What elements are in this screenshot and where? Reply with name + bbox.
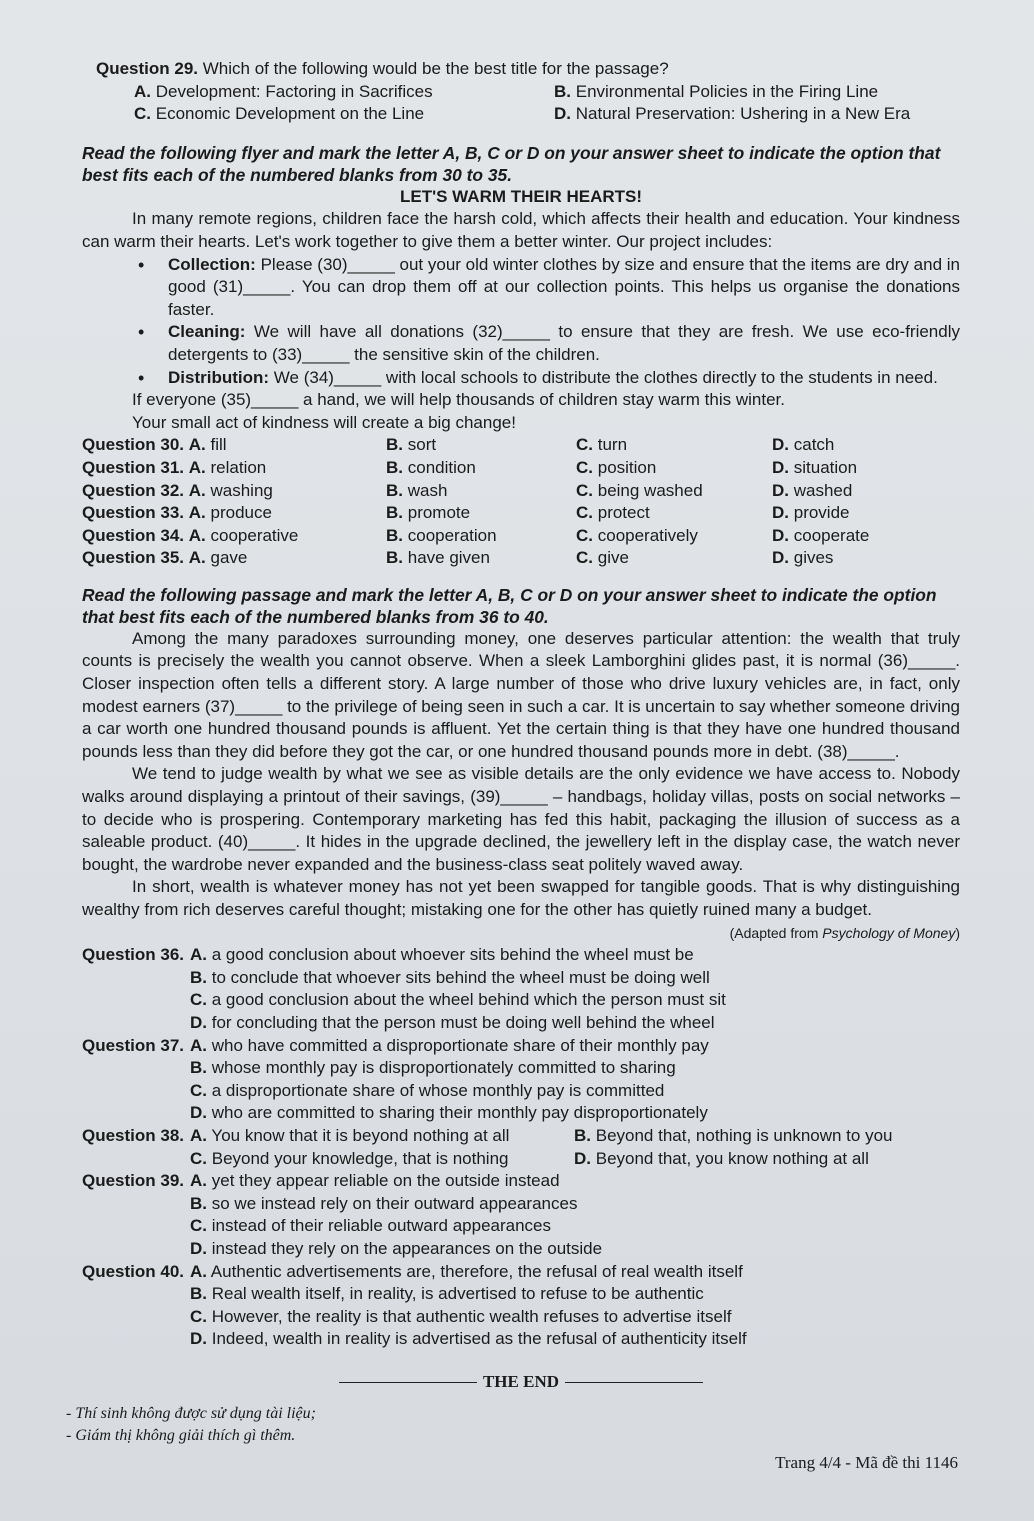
question-36: Question 36. A. a good conclusion about whoever sits behind the wheel must be B. to conclude that whoever sits behind the wheel must be doing well C. a good conclusion about the wheel behind which the person must sit D. for concluding that the person must be doing well behind the wheel (82, 945, 726, 1032)
question-37: Question 37. A. who have committed a disproportionate share of their monthly pay B. whose monthly pay is disproportionately committed to sharing C. a disproportionate share of whose monthly pay is committed D. who are committed to sharing their monthly pay disproportionately (82, 1035, 709, 1123)
end-rule-left (339, 1382, 477, 1383)
question-29 (96, 58, 960, 126)
passage-source: (Adapted from Psychology of Money) (729, 924, 960, 941)
passage-instruction: Read the following passage and mark the letter A, B, C or D on your answer sheet to indicate the option that best fits each of the numbered blanks from 36 to 40. (82, 584, 937, 627)
passage-paragraph-1: Among the many paradoxes surrounding money, one deserves particular attention: the wealth that truly counts is precisely the wealth you cannot observe. When a sleek Lamborghini glides past, it is normal (36)_____. Closer inspection often tells a different story. A large number of those who drive luxury vehicles are, in fact, only modest earners (37)_____ to the privilege of being seen in such a car. It is uncertain to say whether someone driving a car worth one hundred thousand pounds is affluent. Yet the certain thing is that they have one hundred thousand pounds less than they did before they got the car, or one hundred thousand pounds more in debt. (38)_____. (82, 628, 960, 761)
q29-option-b: B. Environmental Policies in the Firing Line (554, 81, 879, 101)
q29-stem: Which of the following would be the best title for the passage? (202, 59, 669, 78)
the-end-marker: THE END (82, 1371, 960, 1394)
options-row-35: Question 35. A. gave B. have given C. give D. gives (82, 548, 834, 568)
page-footer: Trang 4/4 - Mã đề thi 1146 (775, 1453, 958, 1472)
note-2: - Giám thị không giải thích gì thêm. (66, 1427, 296, 1445)
note-1: - Thí sinh không được sử dụng tài liệu; (66, 1405, 316, 1423)
flyer-title: LET'S WARM THEIR HEARTS! (399, 186, 643, 206)
question-40: Question 40. A. Authentic advertisements are, therefore, the refusal of real wealth itself B. Real wealth itself, in reality, is advertised to refuse to be authentic C. However, the reality is that authentic wealth refuses to advertise itself D. Indeed, wealth in reality is advertised as the refusal of authenticity itself (82, 1261, 747, 1349)
options-row-33: Question 33. A. produce B. promote C. protect D. provide (82, 503, 850, 523)
q29-label: Question 29. (96, 59, 199, 78)
end-rule-right (565, 1382, 703, 1383)
q29-option-d: D. Natural Preservation: Ushering in a New Era (554, 104, 911, 124)
question-38: Question 38. A. You know that it is beyond nothing at all B. Beyond that, nothing is unknown to you C. Beyond your knowledge, that is nothing D. Beyond that, you know nothing at all (82, 1125, 893, 1168)
exam-notes (66, 1403, 960, 1447)
question-39: Question 39. A. yet they appear reliable on the outside instead B. so we instead rely on their outward appearances C. instead of their reliable outward appearances D. instead they rely on the appearances on the outside (82, 1171, 603, 1258)
bullet-collection: • Collection: Please (30)_____ out your old winter clothes by size and ensure that the items are dry and in good (31)_____. You can drop them off at our collection points. This helps us organise the donations faster. (134, 254, 960, 322)
options-30-35 (82, 434, 960, 570)
passage-paragraph-2: We tend to judge wealth by what we see as visible details are the only evidence we have access to. Nobody walks around displaying a printout of their savings, (39)_____ – handbags, holiday villas, posts on social networks – to decide who is prospering. Contemporary marketing has fed this habit, packaging the illusion of success as a saleable product. (40)_____. It hides in the upgrade declined, the jewellery left in the display case, the watch never bought, the wardrobe never expanded and the business-class seat politely waved away. (82, 764, 960, 874)
flyer-bullets (82, 254, 960, 390)
q29-option-c: C. Economic Development on the Line (134, 104, 425, 124)
options-row-31: Question 31. A. relation B. condition C. position D. situation (82, 457, 858, 477)
questions-36-40 (82, 944, 960, 1351)
bullet-distribution: • Distribution: We (34)_____ with local schools to distribute the clothes directly to the students in need. (134, 367, 960, 390)
flyer-closing-1: If everyone (35)_____ a hand, we will help thousands of children stay warm this winter. (132, 390, 785, 410)
flyer-closing-2: Your small act of kindness will create a big change! (132, 412, 516, 432)
q29-option-a: A. Development: Factoring in Sacrifices (134, 81, 433, 101)
flyer-intro: In many remote regions, children face the harsh cold, which affects their health and education. Your kindness can warm their hearts. Let's work together to give them a better winter. Our project includes: (82, 209, 960, 251)
options-row-30: Question 30. A. fill B. sort C. turn D. catch (82, 435, 835, 455)
passage-paragraph-3: In short, wealth is whatever money has not yet been swapped for tangible goods. That is why distinguishing wealthy from rich deserves careful thought; mistaking one for the other has quietly ruined many a budget. (82, 877, 960, 919)
options-row-32: Question 32. A. washing B. wash C. being washed D. washed (82, 480, 853, 500)
options-row-34: Question 34. A. cooperative B. cooperation C. cooperatively D. cooperate (82, 525, 870, 545)
bullet-cleaning: • Cleaning: We will have all donations (32)_____ to ensure that they are fresh. We use eco-friendly detergents to (33)_____ the sensitive skin of the children. (134, 321, 960, 366)
flyer-instruction: Read the following flyer and mark the letter A, B, C or D on your answer sheet to indicate the option that best fits each of the numbered blanks from 30 to 35. (82, 142, 941, 185)
